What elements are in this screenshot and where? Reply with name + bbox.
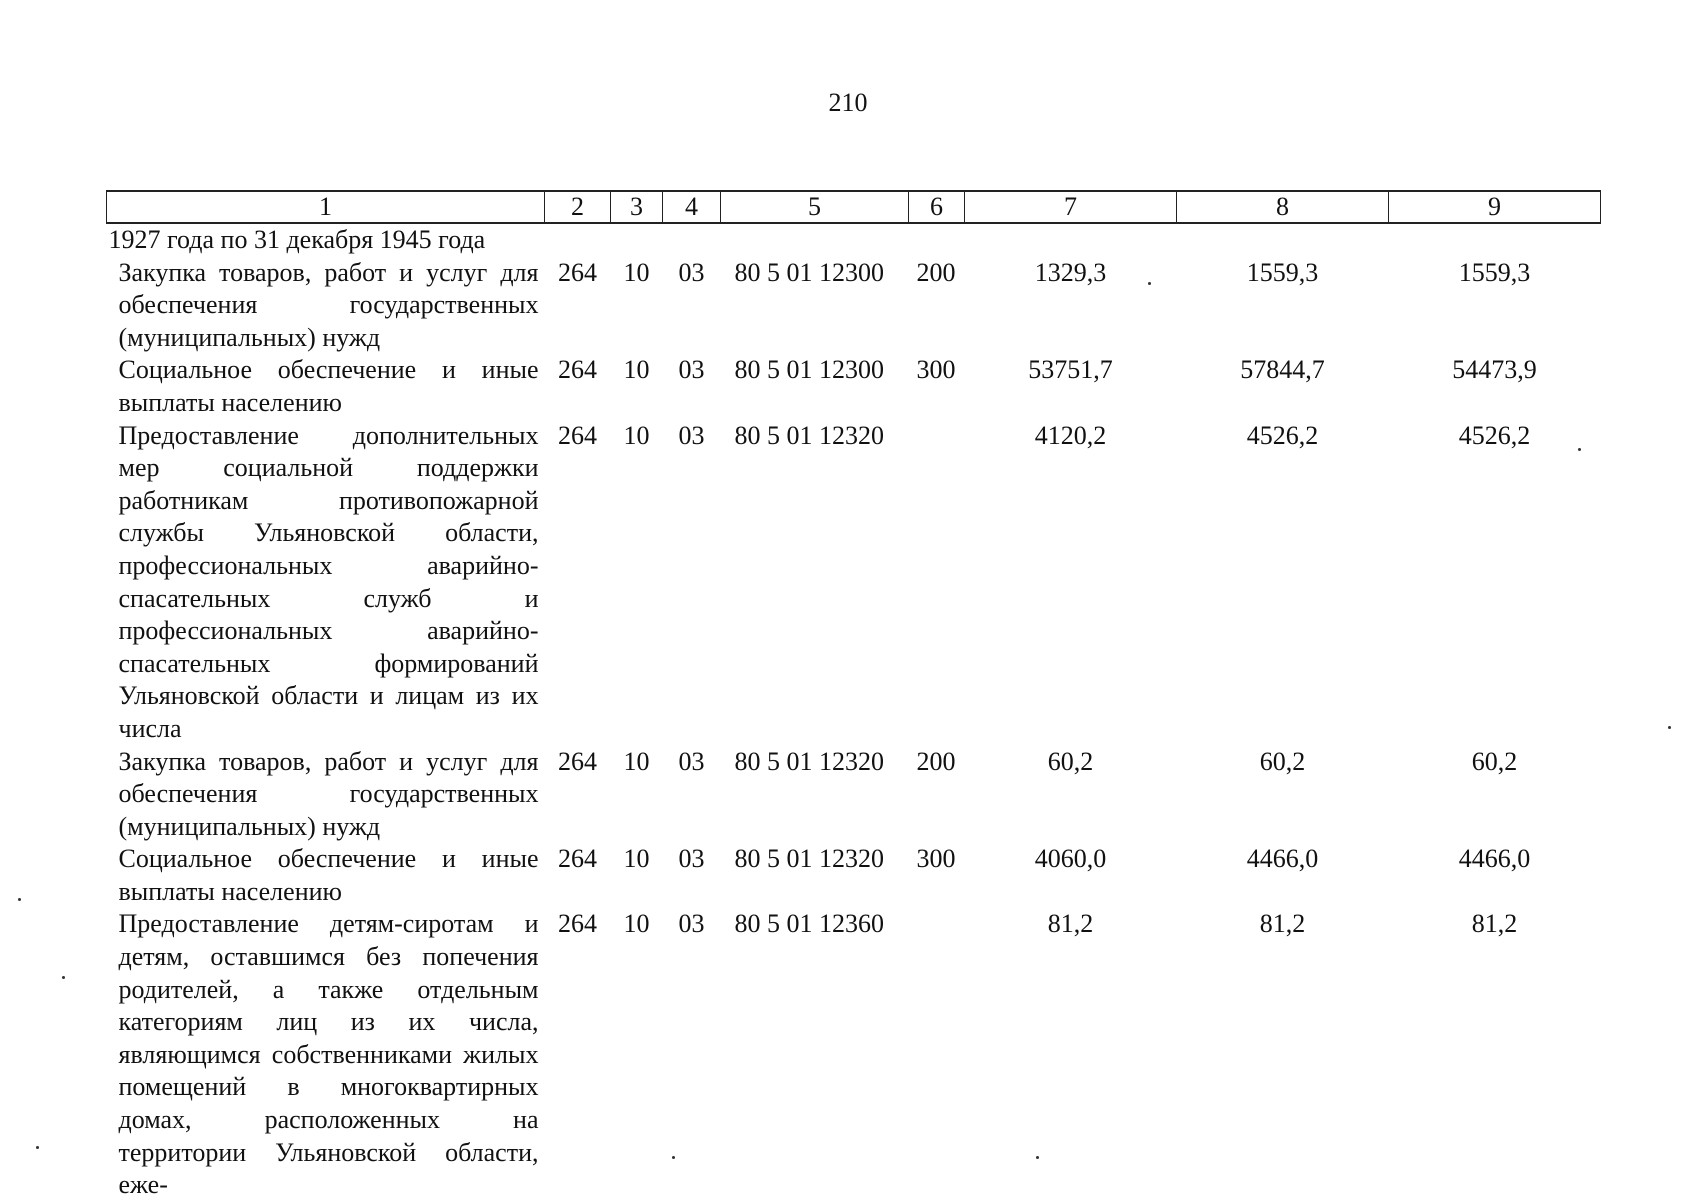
row-name: 1927 года по 31 декабря 1945 года bbox=[108, 225, 486, 254]
header-col-7: 7 bbox=[965, 191, 1177, 223]
row-col-5: 80 5 01 12360 bbox=[734, 909, 884, 939]
row-col-7: 60,2 bbox=[1047, 746, 1094, 776]
row-col-2 bbox=[545, 223, 611, 257]
row-col-5: 80 5 01 12320 bbox=[734, 420, 884, 450]
row-col-9: 4526,2 bbox=[1458, 420, 1531, 450]
header-row bbox=[107, 191, 1601, 223]
row-col-7: 4060,0 bbox=[1034, 844, 1107, 874]
row-col-6 bbox=[909, 223, 965, 257]
row-col-7: 1329,3 bbox=[1034, 257, 1107, 287]
row-col-6: 200 bbox=[916, 257, 956, 287]
table-row bbox=[107, 420, 1601, 746]
row-name: Предоставление детям-сиротам и детям, оставшимся без попечения родителей, а также отдельным категориям лиц из их числа, являющимся собственниками жилых помещений в многоквартирных домах, расположенных на территории Ульяновской области, еже- bbox=[118, 909, 539, 1200]
row-col-2: 264 bbox=[558, 844, 597, 874]
row-col-4: 03 bbox=[678, 844, 705, 874]
row-col-9: 54473,9 bbox=[1452, 355, 1537, 385]
row-name: Закупка товаров, работ и услуг для обеспечения государственных (муниципальных) нужд bbox=[118, 257, 539, 352]
row-name: Социальное обеспечение и иные выплаты населению bbox=[118, 844, 539, 906]
row-col-4: 03 bbox=[678, 420, 705, 450]
row-col-8: 57844,7 bbox=[1240, 355, 1325, 385]
row-col-3: 10 bbox=[623, 420, 650, 450]
row-col-7: 4120,2 bbox=[1034, 420, 1107, 450]
scan-speck bbox=[1578, 448, 1581, 451]
scan-speck bbox=[36, 1146, 39, 1149]
row-col-9: 81,2 bbox=[1471, 909, 1518, 939]
row-col-8 bbox=[1177, 223, 1389, 257]
row-col-5 bbox=[721, 223, 909, 257]
row-col-6 bbox=[909, 908, 965, 1201]
row-col-4: 03 bbox=[678, 257, 705, 287]
row-col-8: 1559,3 bbox=[1246, 257, 1319, 287]
scan-speck bbox=[1668, 726, 1671, 729]
table-row bbox=[107, 843, 1601, 908]
table-row bbox=[107, 746, 1601, 844]
row-col-9: 1559,3 bbox=[1458, 257, 1531, 287]
table-row bbox=[107, 908, 1601, 1201]
row-col-3 bbox=[611, 223, 663, 257]
row-col-4: 03 bbox=[678, 355, 705, 385]
row-col-4: 03 bbox=[678, 746, 705, 776]
row-col-5: 80 5 01 12300 bbox=[734, 257, 884, 287]
table-row bbox=[107, 354, 1601, 419]
row-col-5: 80 5 01 12300 bbox=[734, 355, 884, 385]
row-col-3: 10 bbox=[623, 257, 650, 287]
table-header bbox=[107, 191, 1601, 223]
row-col-4: 03 bbox=[678, 909, 705, 939]
table-row bbox=[107, 257, 1601, 355]
row-col-9: 60,2 bbox=[1471, 746, 1518, 776]
row-col-3: 10 bbox=[623, 844, 650, 874]
table-body bbox=[107, 223, 1601, 1202]
row-name: Социальное обеспечение и иные выплаты населению bbox=[118, 355, 539, 417]
row-col-8: 60,2 bbox=[1259, 746, 1306, 776]
header-col-2: 2 bbox=[545, 191, 611, 223]
row-col-4 bbox=[663, 223, 721, 257]
scan-speck bbox=[1036, 1156, 1039, 1159]
row-col-2: 264 bbox=[558, 257, 597, 287]
row-name: Закупка товаров, работ и услуг для обеспечения государственных (муниципальных) нужд bbox=[118, 746, 539, 841]
row-col-6: 200 bbox=[916, 746, 956, 776]
header-col-1: 1 bbox=[107, 191, 545, 223]
row-col-9 bbox=[1389, 223, 1601, 257]
row-col-6 bbox=[909, 420, 965, 746]
row-col-2: 264 bbox=[558, 355, 597, 385]
row-col-5: 80 5 01 12320 bbox=[734, 746, 884, 776]
page-number: 210 bbox=[828, 88, 868, 117]
header-col-3: 3 bbox=[611, 191, 663, 223]
row-col-3: 10 bbox=[623, 909, 650, 939]
scan-speck bbox=[18, 898, 21, 901]
table-row bbox=[107, 223, 1601, 257]
row-col-6: 300 bbox=[916, 355, 956, 385]
row-col-2: 264 bbox=[558, 420, 597, 450]
scan-speck bbox=[1148, 282, 1151, 285]
row-col-7 bbox=[965, 223, 1177, 257]
row-col-3: 10 bbox=[623, 746, 650, 776]
row-col-9: 4466,0 bbox=[1458, 844, 1531, 874]
row-col-2: 264 bbox=[558, 746, 597, 776]
row-name: Предоставление дополнительных мер социальной поддержки работникам противопожарной службы Ульяновской области, профессиональных аварийно-спасательных служб и профессиональных аварийно-спасательных формирований Ульяновской области и лицам из их числа bbox=[118, 420, 539, 743]
row-col-7: 81,2 bbox=[1047, 909, 1094, 939]
scan-speck bbox=[672, 1156, 675, 1159]
row-col-5: 80 5 01 12320 bbox=[734, 844, 884, 874]
row-col-2: 264 bbox=[558, 909, 597, 939]
row-col-3: 10 bbox=[623, 355, 650, 385]
row-col-6: 300 bbox=[916, 844, 956, 874]
header-col-8: 8 bbox=[1177, 191, 1389, 223]
header-col-4: 4 bbox=[663, 191, 721, 223]
header-col-6: 6 bbox=[909, 191, 965, 223]
row-col-8: 4466,0 bbox=[1246, 844, 1319, 874]
row-col-8: 4526,2 bbox=[1246, 420, 1319, 450]
header-col-5: 5 bbox=[721, 191, 909, 223]
budget-table bbox=[106, 190, 1601, 1202]
row-col-8: 81,2 bbox=[1259, 909, 1306, 939]
row-col-7: 53751,7 bbox=[1028, 355, 1113, 385]
header-col-9: 9 bbox=[1389, 191, 1601, 223]
scan-speck bbox=[62, 976, 65, 979]
